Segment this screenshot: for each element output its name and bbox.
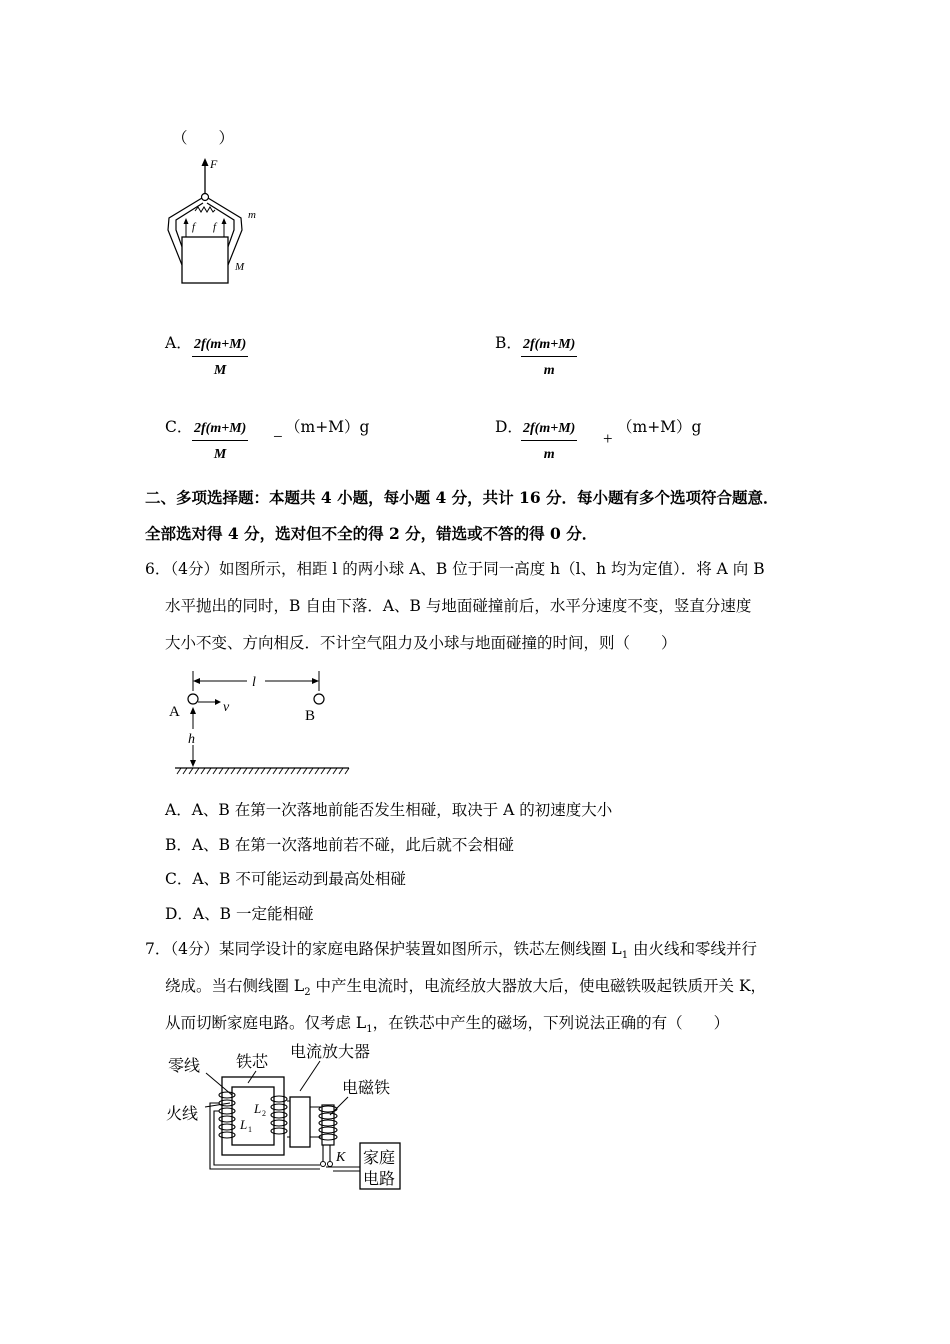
q7-circuit-figure bbox=[160, 1043, 410, 1193]
q5-option-a-den: M bbox=[213, 363, 227, 378]
q6-label-v: v bbox=[223, 700, 230, 715]
q5-option-b-letter: B． bbox=[495, 334, 522, 352]
q7-label-home-line2: 电路 bbox=[363, 1171, 396, 1188]
q6-label-B: B bbox=[305, 708, 316, 724]
q7-label-electromagnet: 电磁铁 bbox=[342, 1080, 391, 1097]
q7-label-K: K bbox=[336, 1150, 346, 1165]
q6-label-A: A bbox=[169, 704, 180, 720]
q5-label-f-left: f bbox=[192, 221, 196, 233]
q7-label-L1: L bbox=[240, 1117, 248, 1132]
q5-label-f-right: f bbox=[213, 221, 217, 233]
q5-option-d-letter: D． bbox=[495, 418, 523, 436]
q6-option-d: D．A、B 一定能相碰 bbox=[165, 905, 314, 923]
q6-label-h: h bbox=[188, 732, 195, 747]
q7-label-zero-line: 零线 bbox=[168, 1056, 201, 1075]
q6-text-line3: 大小不变、方向相反．不计空气阻力及小球与地面碰撞的时间，则（ ） bbox=[165, 634, 677, 652]
q5-option-c-den: M bbox=[213, 447, 227, 462]
q5-option-a-letter: A． bbox=[165, 334, 192, 352]
q5-option-c-tail: （m+M）g bbox=[285, 418, 370, 436]
q5-option-a-num: 2f(m+M) bbox=[192, 337, 248, 357]
q5-option-b-den: m bbox=[543, 363, 555, 378]
q5-option-c-op: − bbox=[273, 427, 283, 446]
q5-option-d-op: + bbox=[603, 429, 613, 448]
q5-option-c-letter: C． bbox=[165, 418, 193, 436]
q7-text-line3: 从而切断家庭电路。仅考虑 $L_1$，在铁芯中产生的磁场，下列说法正确的有（ ） bbox=[165, 1014, 730, 1036]
q6-option-a: A．A、B 在第一次落地前能否发生相碰，取决于 A 的初速度大小 bbox=[165, 801, 613, 819]
section2-heading-line1: 二、多项选择题：本题共 4 小题，每小题 4 分，共计 16 分．每小题有多个选项符合题意． bbox=[145, 488, 779, 507]
q7-label-L1-sub: 1 bbox=[248, 1125, 252, 1134]
section2-heading-line2: 全部选对得 4 分，选对但不全的得 2 分，错选或不答的得 0 分． bbox=[145, 524, 598, 543]
q5-option-b-fraction bbox=[521, 337, 577, 379]
q5-option-d-tail: （m+M）g bbox=[617, 418, 702, 436]
q7-label-L2: L bbox=[254, 1101, 262, 1116]
q7-label-L2-sub: 2 bbox=[262, 1109, 266, 1118]
q5-option-d-fraction bbox=[521, 421, 577, 463]
q7-label-core: 铁芯 bbox=[236, 1054, 269, 1071]
q5-option-b-num: 2f(m+M) bbox=[521, 337, 577, 357]
q5-option-d-den: m bbox=[543, 447, 555, 462]
q6-label-l: l bbox=[252, 675, 256, 690]
q5-clamp-figure bbox=[160, 150, 270, 290]
q5-option-c-fraction bbox=[192, 421, 248, 463]
q5-option-d-num: 2f(m+M) bbox=[521, 421, 577, 441]
q5-option-c-num: 2f(m+M) bbox=[192, 421, 248, 441]
q7-label-home-line1: 家庭 bbox=[363, 1150, 396, 1167]
q5-label-F: F bbox=[210, 157, 218, 171]
q7-label-amplifier: 电流放大器 bbox=[290, 1044, 371, 1061]
q5-label-M: M bbox=[235, 261, 245, 273]
q6-option-c: C．A、B 不可能运动到最高处相碰 bbox=[165, 870, 406, 888]
q5-option-a-fraction bbox=[192, 337, 248, 379]
q7-text-line1: 7．（4分）某同学设计的家庭电路保护装置如图所示，铁芯左侧线圈 $L_1$ 由火线和零线并行 bbox=[145, 940, 758, 962]
q5-label-m: m bbox=[248, 209, 256, 221]
q7-label-fire-line: 火线 bbox=[166, 1106, 199, 1123]
q6-option-b: B．A、B 在第一次落地前若不碰，此后就不会相碰 bbox=[165, 836, 514, 854]
q6-text-line1: 6．（4分）如图所示，相距 l 的两小球 A、B 位于同一高度 h（l、h 均为定值）．将 A 向 B bbox=[145, 560, 765, 578]
q6-text-line2: 水平抛出的同时，B 自由下落．A、B 与地面碰撞前后，水平分速度不变，竖直分速度 bbox=[165, 597, 752, 615]
q7-text-line2: 绕成。当右侧线圈 $L_2$ 中产生电流时，电流经放大器放大后，使电磁铁吸起铁质开关 K， bbox=[165, 977, 767, 999]
q6-balls-figure bbox=[165, 665, 355, 777]
q5-bracket: （ ） bbox=[172, 129, 235, 147]
